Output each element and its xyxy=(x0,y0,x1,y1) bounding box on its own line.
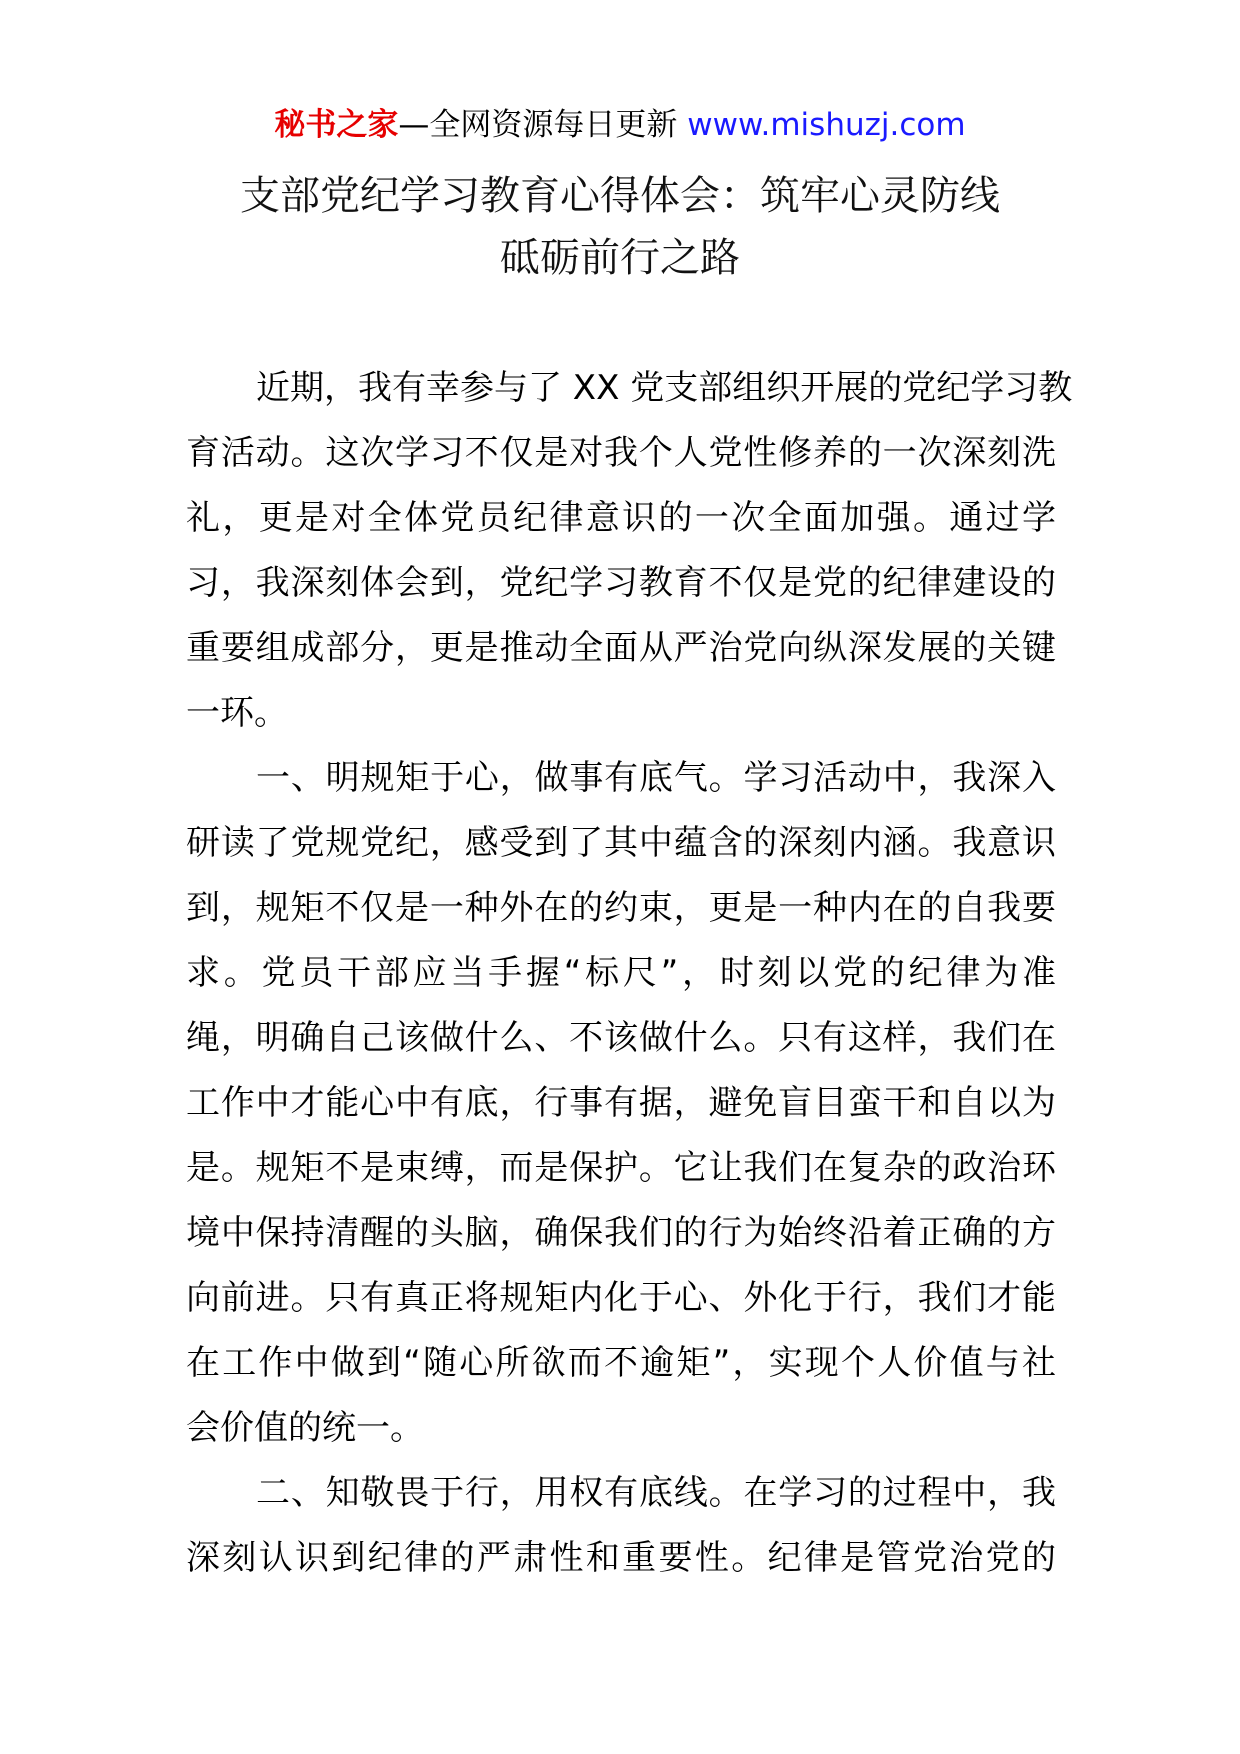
body-line: 是。规矩不是束缚，而是保护。它让我们在复杂的政治环 xyxy=(186,1148,1056,1188)
body-line: 一、明规矩于心，做事有底气。学习活动中，我深入 xyxy=(256,758,1056,798)
body-line: 近期，我有幸参与了 XX 党支部组织开展的党纪学习教 xyxy=(256,368,1073,408)
site-url-link[interactable]: www.mishuzj.com xyxy=(687,107,966,143)
site-header xyxy=(0,100,1240,150)
body-line: 在工作中做到“随心所欲而不逾矩”，实现个人价值与社 xyxy=(186,1343,1056,1383)
body-line: 绳，明确自己该做什么、不该做什么。只有这样，我们在 xyxy=(186,1018,1056,1058)
body-line: 深刻认识到纪律的严肃性和重要性。纪律是管党治党的 xyxy=(186,1538,1056,1578)
body-line: 工作中才能心中有底，行事有据，避免盲目蛮干和自以为 xyxy=(186,1083,1056,1123)
body-line: 二、知敬畏于行，用权有底线。在学习的过程中，我 xyxy=(256,1473,1056,1513)
body-line: 礼，更是对全体党员纪律意识的一次全面加强。通过学 xyxy=(186,498,1056,538)
document-title-line-2: 砥砺前行之路 xyxy=(500,235,740,281)
header-slogan: —全网资源每日更新 xyxy=(398,107,688,143)
body-line: 重要组成部分，更是推动全面从严治党向纵深发展的关键 xyxy=(186,628,1056,668)
body-line: 研读了党规党纪，感受到了其中蕴含的深刻内涵。我意识 xyxy=(186,823,1056,863)
body-line: 到，规矩不仅是一种外在的约束，更是一种内在的自我要 xyxy=(186,888,1056,928)
body-line: 一环。 xyxy=(186,693,288,733)
brand-name: 秘书之家 xyxy=(274,107,399,143)
body-line: 向前进。只有真正将规矩内化于心、外化于行，我们才能 xyxy=(186,1278,1056,1318)
body-line: 境中保持清醒的头脑，确保我们的行为始终沿着正确的方 xyxy=(186,1213,1056,1253)
body-line: 会价值的统一。 xyxy=(186,1408,424,1448)
document-body xyxy=(186,356,1073,1591)
body-line: 育活动。这次学习不仅是对我个人党性修养的一次深刻洗 xyxy=(186,433,1056,473)
document-title-line-1: 支部党纪学习教育心得体会：筑牢心灵防线 xyxy=(240,173,1000,219)
body-line: 习，我深刻体会到，党纪学习教育不仅是党的纪律建设的 xyxy=(186,563,1056,603)
body-line: 求。党员干部应当手握“标尺”，时刻以党的纪律为准 xyxy=(186,953,1056,993)
